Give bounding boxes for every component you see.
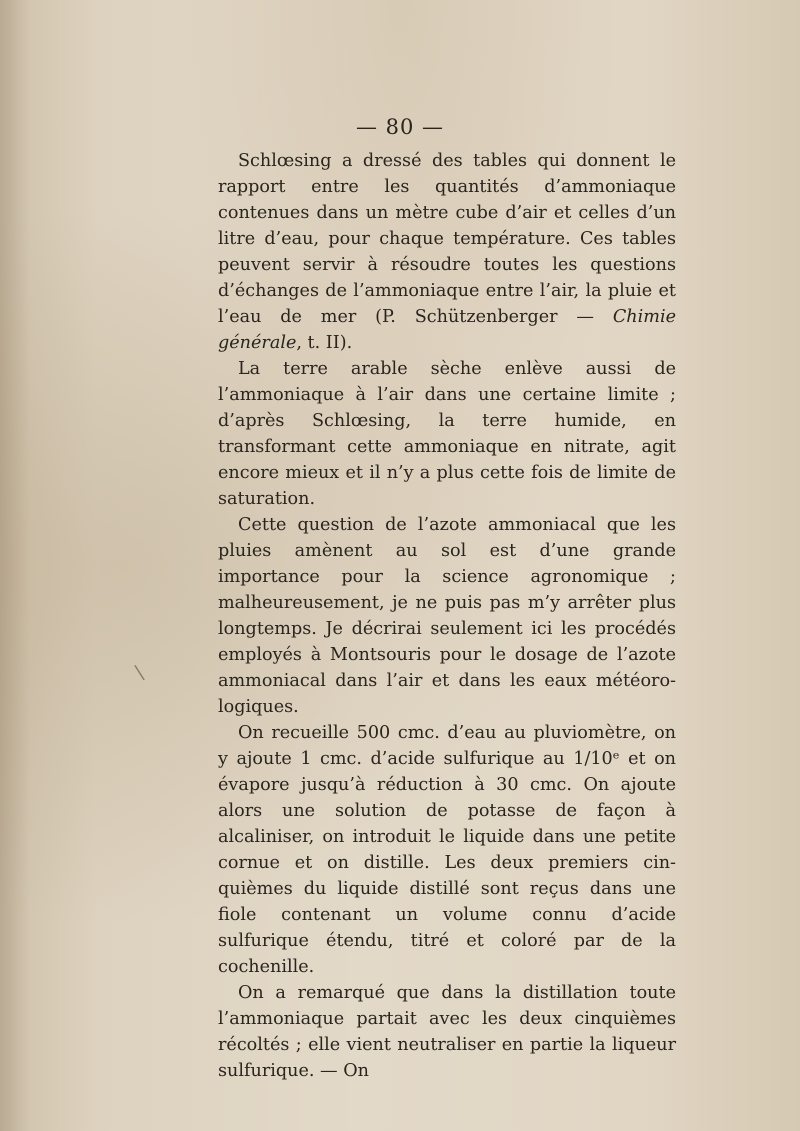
- body-text: [218, 148, 676, 1084]
- paragraph-5: On a remarqué que dans la distillation toute l’ammoniaque partait avec les deux cinquièmes récoltés ; elle vient neutraliser en partie la liqueur sulfurique. — On: [218, 983, 676, 1081]
- paragraph-3: Cette question de l’azote ammoniacal que les pluies amènent au sol est d’une grande importance pour la science agronomique ; malheureusement, je ne puis pas m’y arrêter plus longtemps. Je décrirai seulement ici les procédés employés à Montsouris pour le dosage de l’azote ammoniacal dans l’air et dans les eaux météorologiques.: [218, 515, 676, 717]
- margin-pencil-mark: \: [133, 659, 146, 685]
- paragraph-1-text: Schlœsing a dressé des tables qui donnent le rapport entre les quantités d’ammoniaque contenues dans un mètre cube d’air et celles d’un litre d’eau, pour chaque température. Ces tables peuvent servir à résoudre toutes les questions d’échanges de l’ammoniaque entre l’air, la pluie et l’eau de mer (P. Schützenberger —: [218, 151, 676, 327]
- page-number: — 80 —: [355, 115, 445, 139]
- page-edge-shadow: [0, 0, 30, 1131]
- paragraph-2: La terre arable sèche enlève aussi de l’ammoniaque à l’air dans une certaine limite ; d’après Schlœsing, la terre humide, en transformant cette ammoniaque en nitrate, agit encore mieux et il n’y a plus cette fois de limite de saturation.: [218, 359, 676, 509]
- paragraph-1-text-end: , t. II).: [296, 333, 353, 353]
- book-title-italic: Chimie générale: [218, 307, 676, 353]
- paragraph-1: [218, 148, 676, 356]
- paragraph-4: On recueille 500 cmc. d’eau au pluviomètre, on y ajoute 1 cmc. d’acide sulfurique au 1/10ᵉ et on évapore jusqu’à réduction à 30 cmc. On ajoute alors une solution de potasse de façon à alcaliniser, on introduit le liquide dans une petite cornue et on distille. Les deux premiers cinquièmes du liquide distillé sont reçus dans une fiole contenant un volume connu d’acide sulfurique étendu, titré et coloré par de la cochenille.: [218, 723, 676, 977]
